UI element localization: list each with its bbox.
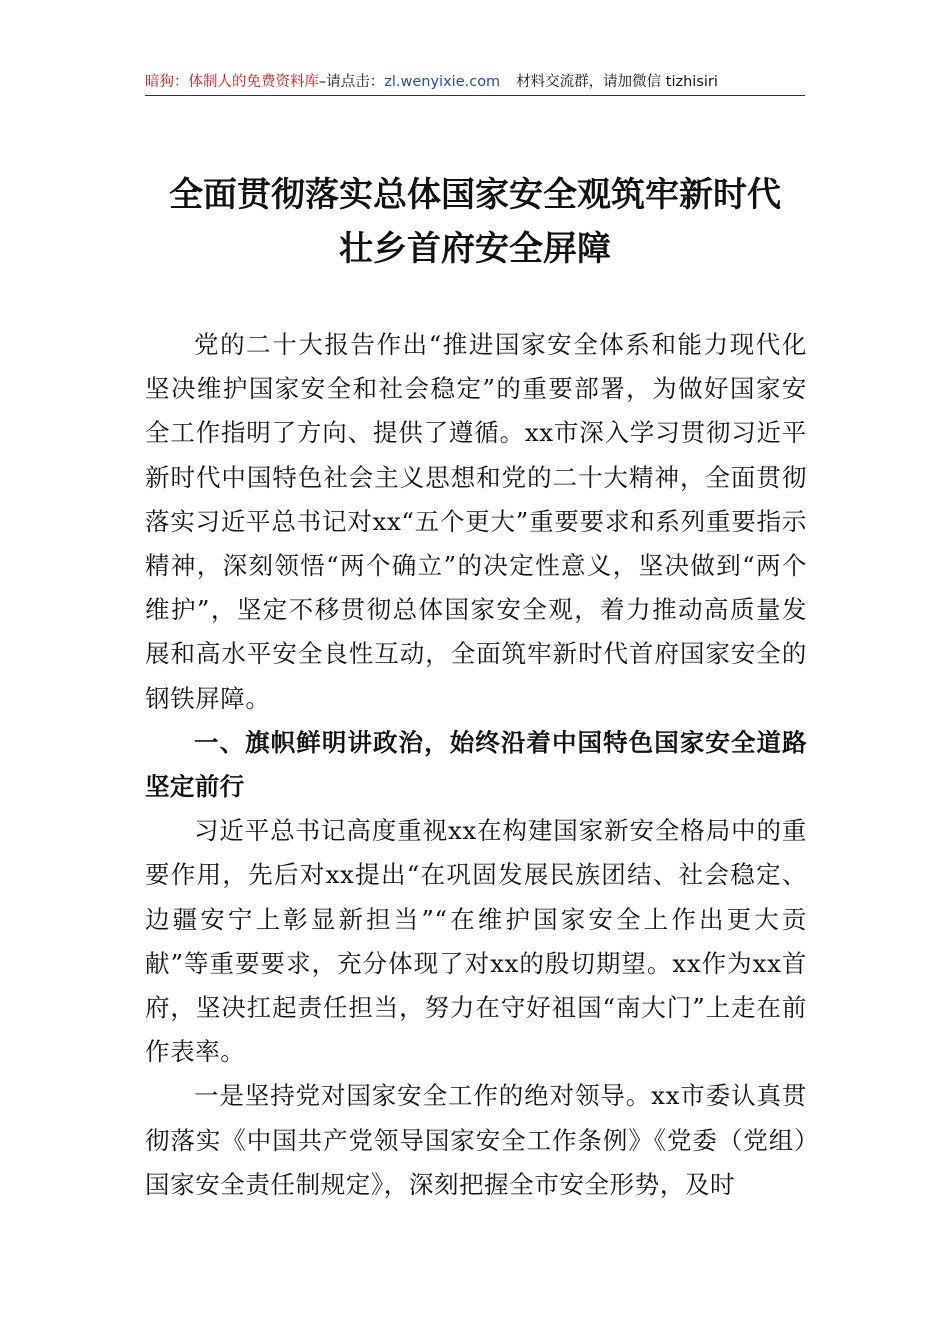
document-title <box>100 168 850 276</box>
title-line-2: 壮乡首府安全屏障 <box>339 229 611 269</box>
section-heading-1: 一、旗帜鲜明讲政治，始终沿着中国特色国家安全道路坚定前行 <box>145 727 807 802</box>
section-1-point-1: 一是坚持党对国家安全工作的绝对领导。xx市委认真贯彻落实《中国共产党领导国家安全工作条例》《党委（党组）国家安全责任制规定》，深刻把握全市安全形势，及时 <box>145 1081 807 1199</box>
header-brand: 暗狗：体制人的免费资料库 <box>145 74 319 90</box>
header-divider <box>145 95 805 96</box>
intro-paragraph: 党的二十大报告作出“推进国家安全体系和能力现代化坚决维护国家安全和社会稳定”的重要部署，为做好国家安全工作指明了方向、提供了遵循。xx市深入学习贯彻习近平新时代中国特色社会主义思想和党的二十大精神，全面贯彻落实习近平总书记对xx“五个更大”重要要求和系列重要指示精神，深刻领悟“两个确立”的决定性意义，坚决做到“两个维护”，坚定不移贯彻总体国家安全观，着力推动高质量发展和高水平安全良性互动，全面筑牢新时代首府国家安全的钢铁屏障。 <box>145 330 807 713</box>
page-header <box>145 70 805 94</box>
document-body <box>145 323 807 1207</box>
section-1-paragraph: 习近平总书记高度重视xx在构建国家新安全格局中的重要作用，先后对xx提出“在巩固发展民族团结、社会稳定、边疆安宁上彰显新担当”“在维护国家安全上作出更大贡献”等重要要求，充分体现了对xx的殷切期望。xx作为xx首府，坚决扛起责任担当，努力在守好祖国“南大门”上走在前作表率。 <box>145 816 807 1067</box>
header-contact: 材料交流群，请加微信 tizhisiri <box>516 74 718 90</box>
header-prompt: –请点击： <box>319 74 385 90</box>
title-line-1: 全面贯彻落实总体国家安全观筑牢新时代 <box>169 175 781 215</box>
header-link[interactable]: zl.wenyixie.com <box>384 74 501 90</box>
